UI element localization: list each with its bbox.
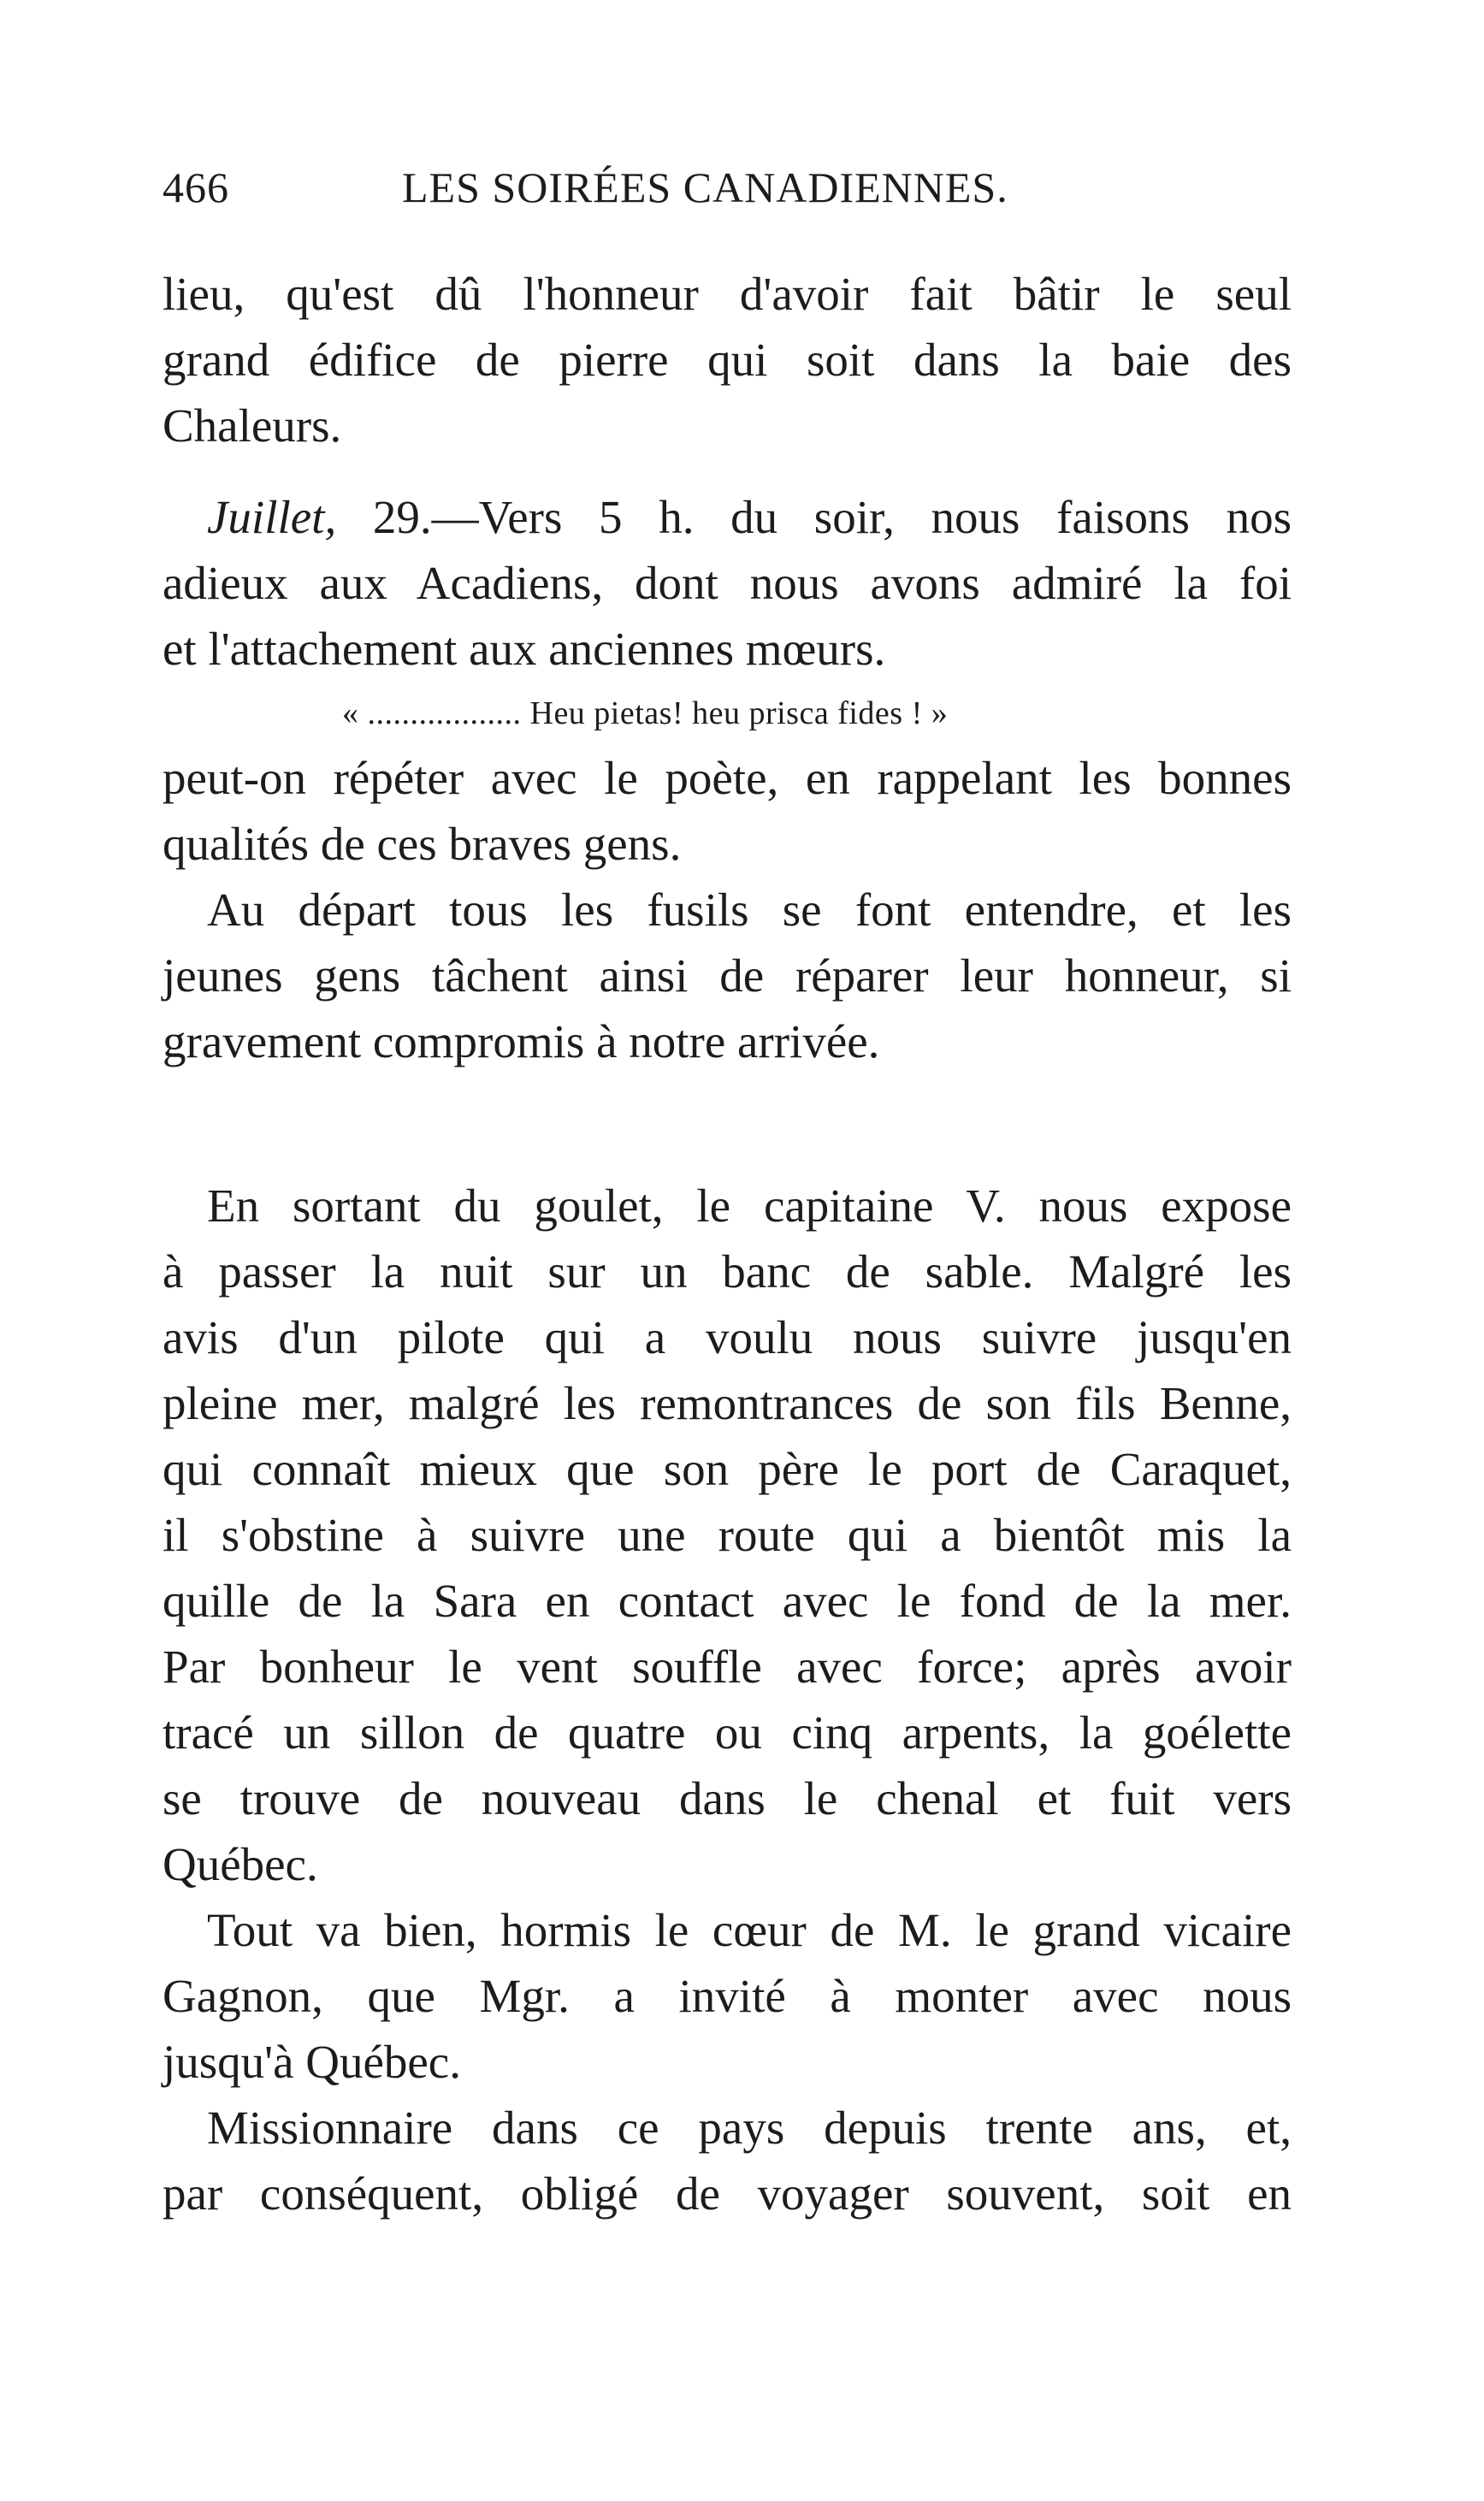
text-line: avis d'un pilote qui a voulu nous suivre jusqu'en — [163, 1311, 1292, 1363]
text-line: Chaleurs. — [163, 399, 342, 452]
text-line: qui connaît mieux que son père le port de Caraquet, — [163, 1443, 1292, 1495]
running-head — [163, 163, 1292, 214]
latin-quotation: « .................. Heu pietas! heu prisca fides ! » — [342, 695, 949, 731]
text-line: lieu, qu'est dû l'honneur d'avoir fait bâtir le seul — [163, 268, 1292, 320]
text-line: il s'obstine à suivre une route qui a bientôt mis la — [163, 1509, 1292, 1561]
text-line: gravement compromis à notre arrivée. — [163, 1015, 880, 1067]
body-text — [163, 261, 1292, 2226]
text-line: En sortant du goulet, le capitaine V. nous expose — [207, 1180, 1292, 1232]
paragraph-7 — [163, 2095, 1292, 2226]
text-line: grand édifice de pierre qui soit dans la baie des — [163, 334, 1292, 386]
text-line: à passer la nuit sur un banc de sable. Malgré les — [163, 1245, 1292, 1298]
section-gap — [163, 1074, 1292, 1173]
text-line: Tout va bien, hormis le cœur de M. le grand vicaire — [207, 1904, 1292, 1956]
text-line: Gagnon, que Mgr. a invité à monter avec nous — [163, 1970, 1292, 2022]
paragraph-2 — [163, 484, 1292, 682]
paragraph-5 — [163, 1173, 1292, 1897]
text-line: Québec. — [163, 1838, 318, 1890]
text-segment: 29.—Vers 5 h. du soir, nous faisons nos — [336, 491, 1292, 543]
text-line — [163, 484, 1292, 550]
paragraph-gap — [163, 458, 1292, 484]
text-line: peut-on répéter avec le poète, en rappelant les bonnes — [163, 752, 1292, 804]
text-line: jusqu'à Québec. — [163, 2036, 461, 2088]
page-number: 466 — [163, 163, 229, 211]
paragraph-1 — [163, 261, 1292, 458]
paragraph-6 — [163, 1897, 1292, 2095]
running-title: LES SOIRÉES CANADIENNES. — [402, 163, 1008, 211]
text-line: par conséquent, obligé de voyager souvent, soit en — [163, 2167, 1292, 2220]
date-italic: Juillet, — [207, 491, 337, 543]
text-line: tracé un sillon de quatre ou cinq arpents, la goélette — [163, 1706, 1292, 1759]
text-line: quille de la Sara en contact avec le fond de la mer. — [163, 1575, 1292, 1627]
text-line: Missionnaire dans ce pays depuis trente ans, et, — [207, 2102, 1292, 2154]
text-line: qualités de ces braves gens. — [163, 818, 682, 870]
text-line: Par bonheur le vent souffle avec force; après avoir — [163, 1641, 1292, 1693]
text-line: Au départ tous les fusils se font entendre, et les — [207, 884, 1292, 936]
text-line: se trouve de nouveau dans le chenal et fuit vers — [163, 1772, 1292, 1824]
paragraph-4 — [163, 877, 1292, 1074]
paragraph-3 — [163, 745, 1292, 877]
text-line: jeunes gens tâchent ainsi de réparer leur honneur, si — [163, 949, 1292, 1002]
text-line: et l'attachement aux anciennes mœurs. — [163, 623, 886, 675]
text-line: adieux aux Acadiens, dont nous avons admiré la foi — [163, 557, 1292, 609]
text-line: pleine mer, malgré les remontrances de son fils Benne, — [163, 1377, 1292, 1429]
